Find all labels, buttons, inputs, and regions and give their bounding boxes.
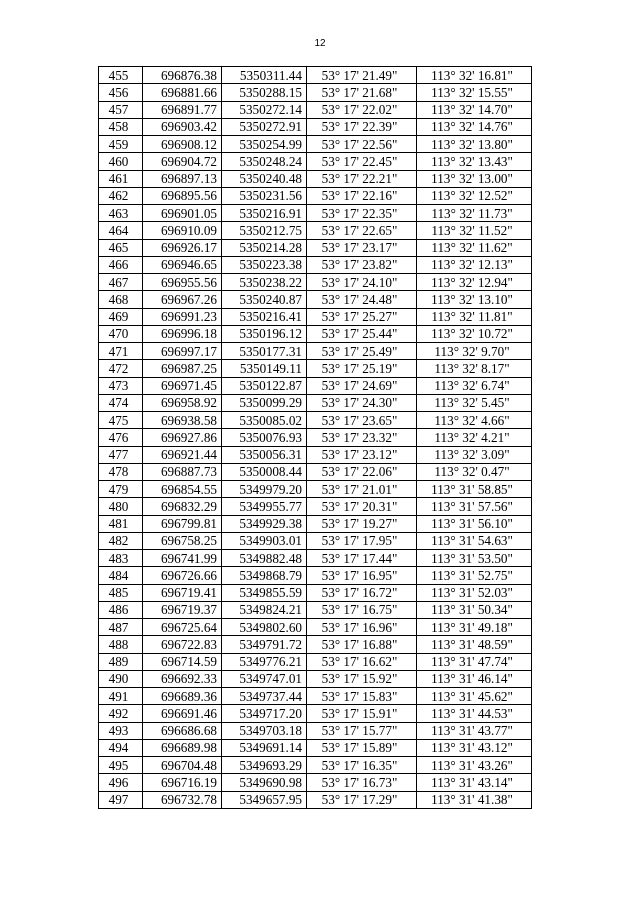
northing-cell: 5350288.15 — [222, 84, 307, 101]
northing-cell: 5350238.22 — [222, 274, 307, 291]
northing-cell: 5349691.14 — [222, 739, 307, 756]
point-number-cell: 485 — [99, 584, 143, 601]
latitude-cell: 53° 17' 17.44" — [307, 550, 417, 567]
northing-cell: 5350231.56 — [222, 187, 307, 204]
latitude-cell: 53° 17' 23.17" — [307, 239, 417, 256]
point-number-cell: 490 — [99, 670, 143, 687]
longitude-cell: 113° 32' 11.52" — [417, 222, 532, 239]
latitude-cell: 53° 17' 16.73" — [307, 774, 417, 791]
northing-cell: 5349802.60 — [222, 619, 307, 636]
table-row — [99, 688, 532, 705]
northing-cell: 5350099.29 — [222, 394, 307, 411]
northing-cell: 5350216.41 — [222, 308, 307, 325]
point-number-cell: 470 — [99, 325, 143, 342]
easting-cell: 696887.73 — [143, 463, 222, 480]
longitude-cell: 113° 32' 14.70" — [417, 101, 532, 118]
longitude-cell: 113° 32' 16.81" — [417, 67, 532, 84]
point-number-cell: 492 — [99, 705, 143, 722]
table-row — [99, 619, 532, 636]
northing-cell: 5350248.24 — [222, 153, 307, 170]
easting-cell: 696904.72 — [143, 153, 222, 170]
table-row — [99, 256, 532, 273]
northing-cell: 5349824.21 — [222, 601, 307, 618]
latitude-cell: 53° 17' 22.16" — [307, 187, 417, 204]
longitude-cell: 113° 31' 43.12" — [417, 739, 532, 756]
point-number-cell: 480 — [99, 498, 143, 515]
longitude-cell: 113° 32' 8.17" — [417, 360, 532, 377]
longitude-cell: 113° 32' 15.55" — [417, 84, 532, 101]
latitude-cell: 53° 17' 21.01" — [307, 481, 417, 498]
table-row — [99, 463, 532, 480]
latitude-cell: 53° 17' 19.27" — [307, 515, 417, 532]
longitude-cell: 113° 31' 54.63" — [417, 532, 532, 549]
longitude-cell: 113° 32' 13.00" — [417, 170, 532, 187]
easting-cell: 696686.68 — [143, 722, 222, 739]
table-row — [99, 394, 532, 411]
easting-cell: 696722.83 — [143, 636, 222, 653]
latitude-cell: 53° 17' 25.49" — [307, 343, 417, 360]
northing-cell: 5349979.20 — [222, 481, 307, 498]
easting-cell: 696921.44 — [143, 446, 222, 463]
easting-cell: 696910.09 — [143, 222, 222, 239]
longitude-cell: 113° 31' 47.74" — [417, 653, 532, 670]
table-row — [99, 481, 532, 498]
page-number: 12 — [314, 38, 326, 49]
easting-cell: 696726.66 — [143, 567, 222, 584]
point-number-cell: 486 — [99, 601, 143, 618]
point-number-cell: 472 — [99, 360, 143, 377]
table-row — [99, 532, 532, 549]
table-row — [99, 739, 532, 756]
northing-cell: 5349747.01 — [222, 670, 307, 687]
easting-cell: 696854.55 — [143, 481, 222, 498]
easting-cell: 696692.33 — [143, 670, 222, 687]
longitude-cell: 113° 31' 43.77" — [417, 722, 532, 739]
latitude-cell: 53° 17' 16.62" — [307, 653, 417, 670]
northing-cell: 5349868.79 — [222, 567, 307, 584]
latitude-cell: 53° 17' 23.32" — [307, 429, 417, 446]
point-number-cell: 482 — [99, 532, 143, 549]
latitude-cell: 53° 17' 24.48" — [307, 291, 417, 308]
longitude-cell: 113° 31' 45.62" — [417, 688, 532, 705]
table-row — [99, 360, 532, 377]
table-row — [99, 84, 532, 101]
point-number-cell: 459 — [99, 136, 143, 153]
point-number-cell: 458 — [99, 118, 143, 135]
latitude-cell: 53° 17' 20.31" — [307, 498, 417, 515]
point-number-cell: 465 — [99, 239, 143, 256]
easting-cell: 696996.18 — [143, 325, 222, 342]
latitude-cell: 53° 17' 22.45" — [307, 153, 417, 170]
northing-cell: 5350223.38 — [222, 256, 307, 273]
easting-cell: 696714.59 — [143, 653, 222, 670]
longitude-cell: 113° 32' 5.45" — [417, 394, 532, 411]
longitude-cell: 113° 32' 0.47" — [417, 463, 532, 480]
northing-cell: 5349690.98 — [222, 774, 307, 791]
latitude-cell: 53° 17' 25.19" — [307, 360, 417, 377]
latitude-cell: 53° 17' 16.75" — [307, 601, 417, 618]
latitude-cell: 53° 17' 15.89" — [307, 739, 417, 756]
latitude-cell: 53° 17' 22.21" — [307, 170, 417, 187]
easting-cell: 696971.45 — [143, 377, 222, 394]
northing-cell: 5350076.93 — [222, 429, 307, 446]
northing-cell: 5350254.99 — [222, 136, 307, 153]
table-row — [99, 308, 532, 325]
point-number-cell: 491 — [99, 688, 143, 705]
table-row — [99, 774, 532, 791]
latitude-cell: 53° 17' 15.83" — [307, 688, 417, 705]
latitude-cell: 53° 17' 23.12" — [307, 446, 417, 463]
longitude-cell: 113° 31' 46.14" — [417, 670, 532, 687]
point-number-cell: 469 — [99, 308, 143, 325]
longitude-cell: 113° 31' 43.14" — [417, 774, 532, 791]
point-number-cell: 468 — [99, 291, 143, 308]
point-number-cell: 466 — [99, 256, 143, 273]
northing-cell: 5350196.12 — [222, 325, 307, 342]
table-row — [99, 515, 532, 532]
easting-cell: 696716.19 — [143, 774, 222, 791]
northing-cell: 5349657.95 — [222, 791, 307, 808]
easting-cell: 696955.56 — [143, 274, 222, 291]
longitude-cell: 113° 32' 12.13" — [417, 256, 532, 273]
longitude-cell: 113° 31' 50.34" — [417, 601, 532, 618]
easting-cell: 696719.37 — [143, 601, 222, 618]
easting-cell: 696881.66 — [143, 84, 222, 101]
easting-cell: 696901.05 — [143, 205, 222, 222]
latitude-cell: 53° 17' 22.02" — [307, 101, 417, 118]
easting-cell: 696967.26 — [143, 291, 222, 308]
easting-cell: 696903.42 — [143, 118, 222, 135]
northing-cell: 5349717.20 — [222, 705, 307, 722]
easting-cell: 696741.99 — [143, 550, 222, 567]
point-number-cell: 460 — [99, 153, 143, 170]
latitude-cell: 53° 17' 22.65" — [307, 222, 417, 239]
northing-cell: 5350214.28 — [222, 239, 307, 256]
table-row — [99, 636, 532, 653]
table-row — [99, 291, 532, 308]
northing-cell: 5349693.29 — [222, 757, 307, 774]
longitude-cell: 113° 31' 57.56" — [417, 498, 532, 515]
table-row — [99, 705, 532, 722]
table-row — [99, 446, 532, 463]
table-row — [99, 412, 532, 429]
longitude-cell: 113° 32' 13.10" — [417, 291, 532, 308]
point-number-cell: 488 — [99, 636, 143, 653]
point-number-cell: 484 — [99, 567, 143, 584]
longitude-cell: 113° 31' 56.10" — [417, 515, 532, 532]
latitude-cell: 53° 17' 15.77" — [307, 722, 417, 739]
northing-cell: 5350177.31 — [222, 343, 307, 360]
longitude-cell: 113° 32' 11.62" — [417, 239, 532, 256]
longitude-cell: 113° 32' 4.66" — [417, 412, 532, 429]
point-number-cell: 462 — [99, 187, 143, 204]
point-number-cell: 489 — [99, 653, 143, 670]
northing-cell: 5349955.77 — [222, 498, 307, 515]
point-number-cell: 463 — [99, 205, 143, 222]
point-number-cell: 481 — [99, 515, 143, 532]
longitude-cell: 113° 32' 12.94" — [417, 274, 532, 291]
table-row — [99, 274, 532, 291]
latitude-cell: 53° 17' 25.27" — [307, 308, 417, 325]
longitude-cell: 113° 32' 12.52" — [417, 187, 532, 204]
northing-cell: 5350149.11 — [222, 360, 307, 377]
longitude-cell: 113° 31' 58.85" — [417, 481, 532, 498]
table-row — [99, 377, 532, 394]
easting-cell: 696799.81 — [143, 515, 222, 532]
longitude-cell: 113° 31' 53.50" — [417, 550, 532, 567]
longitude-cell: 113° 32' 4.21" — [417, 429, 532, 446]
easting-cell: 696897.13 — [143, 170, 222, 187]
table-row — [99, 136, 532, 153]
table-row — [99, 601, 532, 618]
easting-cell: 696704.48 — [143, 757, 222, 774]
northing-cell: 5350122.87 — [222, 377, 307, 394]
easting-cell: 696758.25 — [143, 532, 222, 549]
northing-cell: 5350311.44 — [222, 67, 307, 84]
northing-cell: 5349855.59 — [222, 584, 307, 601]
point-number-cell: 497 — [99, 791, 143, 808]
point-number-cell: 495 — [99, 757, 143, 774]
northing-cell: 5349776.21 — [222, 653, 307, 670]
northing-cell: 5350240.48 — [222, 170, 307, 187]
easting-cell: 696926.17 — [143, 239, 222, 256]
point-number-cell: 477 — [99, 446, 143, 463]
point-number-cell: 464 — [99, 222, 143, 239]
latitude-cell: 53° 17' 16.95" — [307, 567, 417, 584]
point-number-cell: 457 — [99, 101, 143, 118]
northing-cell: 5350085.02 — [222, 412, 307, 429]
latitude-cell: 53° 17' 17.95" — [307, 532, 417, 549]
longitude-cell: 113° 32' 14.76" — [417, 118, 532, 135]
longitude-cell: 113° 31' 41.38" — [417, 791, 532, 808]
table-row — [99, 757, 532, 774]
longitude-cell: 113° 32' 6.74" — [417, 377, 532, 394]
point-number-cell: 475 — [99, 412, 143, 429]
easting-cell: 696689.36 — [143, 688, 222, 705]
table-row — [99, 429, 532, 446]
point-number-cell: 474 — [99, 394, 143, 411]
point-number-cell: 467 — [99, 274, 143, 291]
table-row — [99, 343, 532, 360]
easting-cell: 696689.98 — [143, 739, 222, 756]
table-row — [99, 584, 532, 601]
northing-cell: 5349703.18 — [222, 722, 307, 739]
northing-cell: 5349882.48 — [222, 550, 307, 567]
table-row — [99, 101, 532, 118]
easting-cell: 696991.23 — [143, 308, 222, 325]
longitude-cell: 113° 32' 9.70" — [417, 343, 532, 360]
easting-cell: 696938.58 — [143, 412, 222, 429]
table-row — [99, 205, 532, 222]
table-row — [99, 670, 532, 687]
latitude-cell: 53° 17' 16.72" — [307, 584, 417, 601]
easting-cell: 696732.78 — [143, 791, 222, 808]
latitude-cell: 53° 17' 22.35" — [307, 205, 417, 222]
point-number-cell: 473 — [99, 377, 143, 394]
coordinates-table-body — [99, 67, 532, 809]
point-number-cell: 483 — [99, 550, 143, 567]
northing-cell: 5349929.38 — [222, 515, 307, 532]
latitude-cell: 53° 17' 21.49" — [307, 67, 417, 84]
northing-cell: 5349737.44 — [222, 688, 307, 705]
northing-cell: 5350056.31 — [222, 446, 307, 463]
point-number-cell: 455 — [99, 67, 143, 84]
latitude-cell: 53° 17' 23.65" — [307, 412, 417, 429]
point-number-cell: 487 — [99, 619, 143, 636]
point-number-cell: 476 — [99, 429, 143, 446]
coordinates-table — [98, 66, 532, 809]
table-row — [99, 550, 532, 567]
point-number-cell: 471 — [99, 343, 143, 360]
table-row — [99, 653, 532, 670]
easting-cell: 696987.25 — [143, 360, 222, 377]
easting-cell: 696958.92 — [143, 394, 222, 411]
longitude-cell: 113° 32' 3.09" — [417, 446, 532, 463]
point-number-cell: 461 — [99, 170, 143, 187]
easting-cell: 696946.65 — [143, 256, 222, 273]
table-row — [99, 791, 532, 808]
longitude-cell: 113° 32' 13.43" — [417, 153, 532, 170]
point-number-cell: 493 — [99, 722, 143, 739]
longitude-cell: 113° 31' 49.18" — [417, 619, 532, 636]
northing-cell: 5350240.87 — [222, 291, 307, 308]
longitude-cell: 113° 32' 11.73" — [417, 205, 532, 222]
table-row — [99, 239, 532, 256]
longitude-cell: 113° 32' 11.81" — [417, 308, 532, 325]
point-number-cell: 456 — [99, 84, 143, 101]
latitude-cell: 53° 17' 17.29" — [307, 791, 417, 808]
latitude-cell: 53° 17' 15.92" — [307, 670, 417, 687]
point-number-cell: 478 — [99, 463, 143, 480]
latitude-cell: 53° 17' 15.91" — [307, 705, 417, 722]
northing-cell: 5350212.75 — [222, 222, 307, 239]
easting-cell: 696719.41 — [143, 584, 222, 601]
northing-cell: 5349791.72 — [222, 636, 307, 653]
table-row — [99, 153, 532, 170]
longitude-cell: 113° 32' 10.72" — [417, 325, 532, 342]
latitude-cell: 53° 17' 16.88" — [307, 636, 417, 653]
latitude-cell: 53° 17' 24.30" — [307, 394, 417, 411]
point-number-cell: 494 — [99, 739, 143, 756]
latitude-cell: 53° 17' 16.35" — [307, 757, 417, 774]
latitude-cell: 53° 17' 22.39" — [307, 118, 417, 135]
latitude-cell: 53° 17' 21.68" — [307, 84, 417, 101]
easting-cell: 696691.46 — [143, 705, 222, 722]
longitude-cell: 113° 31' 48.59" — [417, 636, 532, 653]
table-row — [99, 170, 532, 187]
longitude-cell: 113° 31' 43.26" — [417, 757, 532, 774]
latitude-cell: 53° 17' 25.44" — [307, 325, 417, 342]
northing-cell: 5350272.14 — [222, 101, 307, 118]
easting-cell: 696876.38 — [143, 67, 222, 84]
latitude-cell: 53° 17' 16.96" — [307, 619, 417, 636]
table-row — [99, 722, 532, 739]
northing-cell: 5350272.91 — [222, 118, 307, 135]
table-row — [99, 325, 532, 342]
easting-cell: 696832.29 — [143, 498, 222, 515]
table-row — [99, 498, 532, 515]
point-number-cell: 496 — [99, 774, 143, 791]
point-number-cell: 479 — [99, 481, 143, 498]
latitude-cell: 53° 17' 22.06" — [307, 463, 417, 480]
longitude-cell: 113° 32' 13.80" — [417, 136, 532, 153]
latitude-cell: 53° 17' 23.82" — [307, 256, 417, 273]
easting-cell: 696895.56 — [143, 187, 222, 204]
latitude-cell: 53° 17' 24.10" — [307, 274, 417, 291]
latitude-cell: 53° 17' 24.69" — [307, 377, 417, 394]
table-row — [99, 222, 532, 239]
easting-cell: 696725.64 — [143, 619, 222, 636]
longitude-cell: 113° 31' 44.53" — [417, 705, 532, 722]
northing-cell: 5350008.44 — [222, 463, 307, 480]
longitude-cell: 113° 31' 52.03" — [417, 584, 532, 601]
easting-cell: 696997.17 — [143, 343, 222, 360]
table-row — [99, 118, 532, 135]
easting-cell: 696908.12 — [143, 136, 222, 153]
easting-cell: 696891.77 — [143, 101, 222, 118]
latitude-cell: 53° 17' 22.56" — [307, 136, 417, 153]
table-row — [99, 187, 532, 204]
easting-cell: 696927.86 — [143, 429, 222, 446]
longitude-cell: 113° 31' 52.75" — [417, 567, 532, 584]
table-row — [99, 67, 532, 84]
northing-cell: 5350216.91 — [222, 205, 307, 222]
northing-cell: 5349903.01 — [222, 532, 307, 549]
table-row — [99, 567, 532, 584]
